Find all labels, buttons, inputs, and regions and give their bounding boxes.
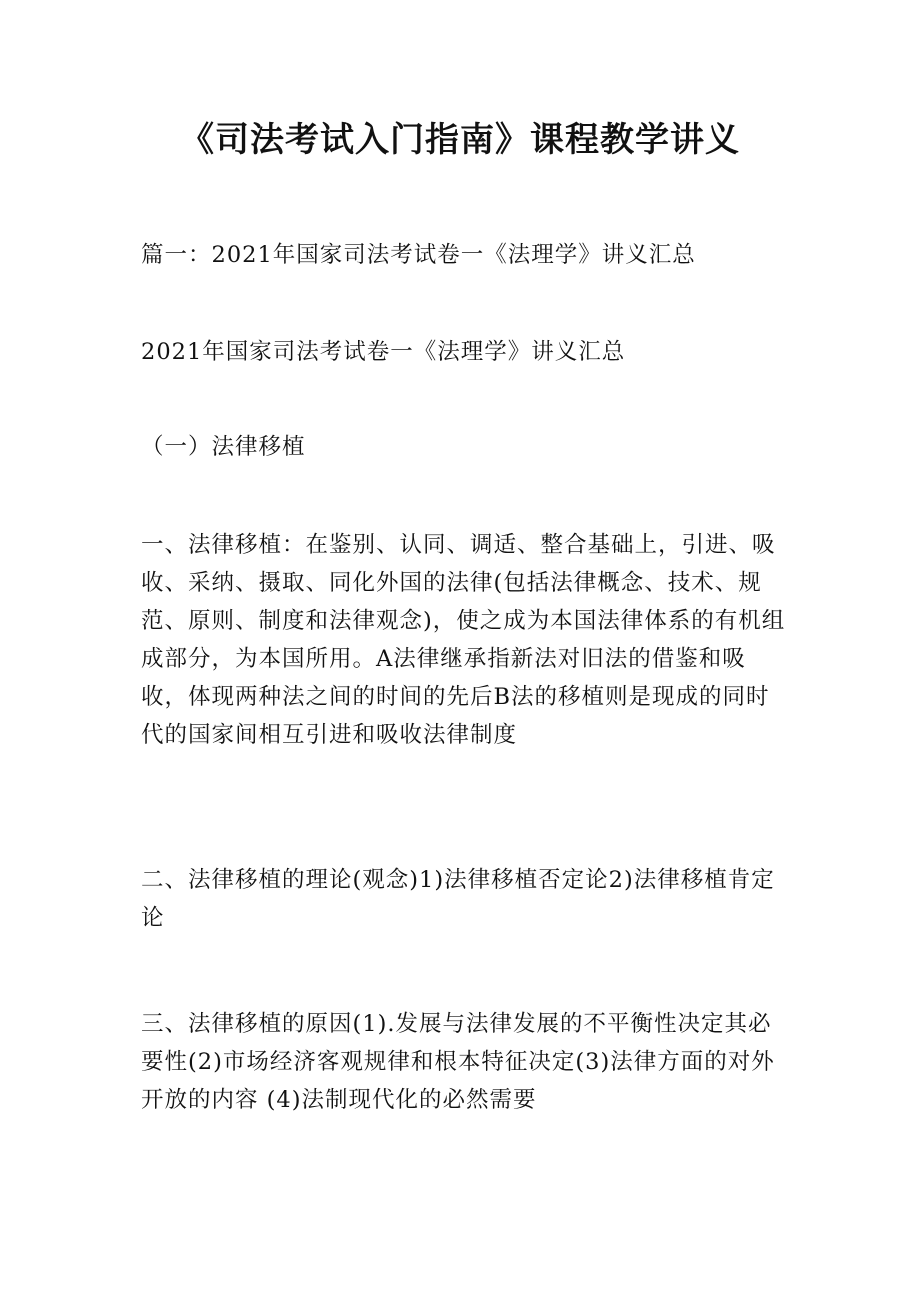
paragraph-topic-heading: （一）法律移植 bbox=[141, 434, 306, 460]
paragraph-theory: 二、法律移植的理论(观念)1)法律移植否定论2)法律移植肯定论 bbox=[141, 867, 775, 931]
paragraph-reasons: 三、法律移植的原因(1).发展与法律发展的不平衡性决定其必要性(2)市场经济客观规律和根本特征决定(3)法律方面的对外开放的内容 (4)法制现代化的必然需要 bbox=[141, 1011, 775, 1113]
paragraph-section-heading: 篇一：2021年国家司法考试卷一《法理学》讲义汇总 bbox=[141, 242, 696, 268]
document-title: 《司法考试入门指南》课程教学讲义 bbox=[180, 120, 740, 160]
paragraph-definition: 一、法律移植：在鉴别、认同、调适、整合基础上，引进、吸收、采纳、摄取、同化外国的法律(包括法律概念、技术、规范、原则、制度和法律观念)，使之成为本国法律体系的有机组成部分，为本国所用。A法律继承指新法对旧法的借鉴和吸收，体现两种法之间的时间的先后B法的移植则是现成的同时代的国家间相互引进和吸收法律制度 bbox=[141, 532, 786, 748]
paragraph-subheading: 2021年国家司法考试卷一《法理学》讲义汇总 bbox=[141, 339, 626, 365]
